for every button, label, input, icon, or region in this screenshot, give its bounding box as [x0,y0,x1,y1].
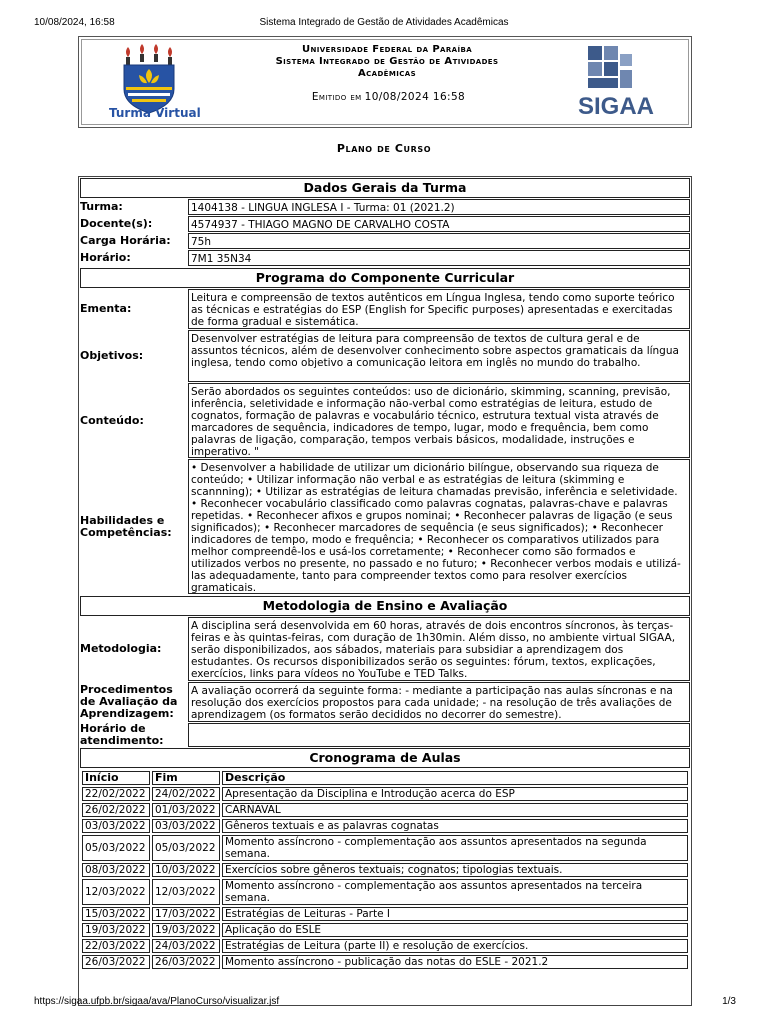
row-label: Horário de atendimento: [80,722,164,747]
info-row [80,617,690,681]
cell-start-date: 08/03/2022 [82,863,150,877]
page-number: 1/3 [722,996,736,1007]
info-row [80,289,690,329]
info-row [80,330,690,382]
print-title: Sistema Integrado de Gestão de Atividades Acadêmicas [259,17,509,28]
cell-end-date: 03/03/2022 [152,819,220,833]
row-value: • Desenvolver a habilidade de utilizar um dicionário bilíngue, observando sua riqueza de conteúdo; • Utilizar informação não verbal e as estratégias de leitura (skimming e scannning); • Utilizar as estratégias de leitura chamadas previsão, inferência e seletividade. • Reconhecer vocabulário classificado como palavras cognatas, palavras-chave e palavras repetidas. • Reconhecer afixos e grupos nominai; • Reconhecer palavras de ligação (e seus significados); • Reconhecer marcadores de sequência (e seus significados); • Reconhecer indicadores de tempo, modo e frequência; • Reconhecer os comparativos utilizados para melhor compreendê-los e usá-los corretamente; • Reconhecer como são formados e utilizados verbos no presente, no passado e no futuro; • Reconhecer verbos modais e utilizá-las adequadamente, tanto para compreender textos como para resolver exercícios gramaticais. [188,459,690,594]
row-label: Conteúdo: [80,413,144,427]
cell-start-date: 03/03/2022 [82,819,150,833]
issued-datetime: 10/08/2024 16:58 [364,91,466,103]
section-heading-cronograma: Cronograma de Aulas [80,748,690,768]
cell-description: Aplicação do ESLE [222,923,688,937]
print-footer [0,996,768,1012]
row-label: Habilidades e Competências: [80,513,172,539]
cell-description: Estratégias de Leitura (parte II) e resolução de exercícios. [222,939,688,953]
system-name-line2: Acadêmicas [357,68,417,79]
row-label: Ementa: [80,302,132,315]
row-value [188,723,690,747]
row-value: A avaliação ocorrerá da seguinte forma: - mediante a participação nas aulas síncronas e na resolução dos exercícios propostos para cada unidade; - na resolução de três avaliações de aprendizagem (os formatos serão decididos no decorrer do semestre). [188,682,690,722]
sigaa-wordmark: SIGAA [577,93,655,120]
cell-start-date: 19/03/2022 [82,923,150,937]
cell-end-date: 26/03/2022 [152,955,220,969]
row-label: Metodologia: [80,642,162,655]
schedule-table-wrap [80,769,690,971]
cell-end-date: 12/03/2022 [152,879,220,905]
table-row [82,863,688,877]
university-name: Universidade Federal da Paraíba [301,44,473,55]
cell-description: Exercícios sobre gêneros textuais; cognatos; tipologias textuais. [222,863,688,877]
issued-date [232,91,542,103]
table-row [82,835,688,861]
row-value: Leitura e compreensão de textos autênticos em Língua Inglesa, tendo como suporte teórico as técnicas e estratégias do ESP (English for Specific purposes) apresentadas e exercitadas de forma gradual e sistemática. [188,289,690,329]
table-row [82,907,688,921]
schedule-table [80,769,690,971]
print-header [0,15,768,31]
cell-start-date: 05/03/2022 [82,835,150,861]
cell-description: Gêneros textuais e as palavras cognatas [222,819,688,833]
table-row [82,803,688,817]
cell-end-date: 19/03/2022 [152,923,220,937]
info-row [80,199,690,215]
row-label: Horário: [80,251,131,264]
cell-description: CARNAVAL [222,803,688,817]
cell-end-date: 17/03/2022 [152,907,220,921]
column-header-fim: Fim [152,771,220,785]
cell-description: Apresentação da Disciplina e Introdução acerca do ESP [222,787,688,801]
row-label: Carga Horária: [80,234,171,247]
table-row [82,879,688,905]
table-row [82,923,688,937]
row-value: 75h [188,233,690,249]
info-row [80,723,690,747]
row-value: Desenvolver estratégias de leitura para compreensão de textos de cultura geral e de assuntos técnicos, além de desenvolver conhecimento sobre aspectos gramaticais da língua inglesa, tendo como objetivo a comunicação leitora em inglês no mundo do trabalho. [188,330,690,382]
column-header-inicio: Início [82,771,150,785]
row-label: Procedimentos de Avaliação da Aprendizagem: [80,683,178,720]
table-row [82,939,688,953]
row-label: Turma: [80,200,123,213]
cell-start-date: 26/03/2022 [82,955,150,969]
cell-start-date: 15/03/2022 [82,907,150,921]
cell-end-date: 01/03/2022 [152,803,220,817]
section-heading-dados-gerais: Dados Gerais da Turma [80,178,690,198]
cell-description: Momento assíncrono - complementação aos assuntos apresentados na segunda semana. [222,835,688,861]
row-value: 4574937 - THIAGO MAGNO DE CARVALHO COSTA [188,216,690,232]
print-datetime: 10/08/2024, 16:58 [34,17,115,28]
page-url: https://sigaa.ufpb.br/sigaa/ava/PlanoCurso/visualizar.jsf [34,996,280,1007]
table-row [82,787,688,801]
sigaa-logo-icon [566,42,666,124]
cell-description: Momento assíncrono - complementação aos assuntos apresentados na terceira semana. [222,879,688,905]
info-row [80,250,690,266]
issued-prefix: Emitido em [311,91,362,103]
info-row [80,682,690,722]
row-value: A disciplina será desenvolvida em 60 horas, através de dois encontros síncronos, às terças-feiras e às quintas-feiras, com duração de 1h30min. Além disso, no ambiente virtual SIGAA, serão disponibilizados, aos sábados, materiais para subsidiar a aprendizagem dos estudantes. Os recursos disponibilizados serão os seguintes: fórum, textos, explicações, exercícios, links para vídeos no YouTube e TED Talks. [188,617,690,681]
cell-end-date: 24/03/2022 [152,939,220,953]
page-title: Plano de Curso [336,142,432,155]
cell-end-date: 24/02/2022 [152,787,220,801]
row-value: Serão abordados os seguintes conteúdos: uso de dicionário, skimming, scanning, previsão, inferência, seletividade e informação não-verbal como estratégias de leitura, estudo de cognatos, formação de palavras e vocabulário técnico, estrutura textual vista através de marcadores de sequência, indicadores de tempo, lugar, modo e frequência, bem como palavras de ligação, comparação, tempos verbais básicos, modalidade, instruções e imperativo. " [188,383,690,458]
section-heading-programa: Programa do Componente Curricular [80,268,690,288]
cell-description: Momento assíncrono - publicação das notas do ESLE - 2021.2 [222,955,688,969]
cell-start-date: 12/03/2022 [82,879,150,905]
cell-end-date: 10/03/2022 [152,863,220,877]
turma-virtual-label: Turma Virtual [109,106,201,120]
cell-start-date: 26/02/2022 [82,803,150,817]
table-row [82,819,688,833]
row-label: Objetivos: [80,349,144,362]
section-heading-metodologia: Metodologia de Ensino e Avaliação [80,596,690,616]
row-label: Docente(s): [80,217,153,230]
cell-end-date: 05/03/2022 [152,835,220,861]
banner-inner [81,39,689,125]
column-header-descricao: Descrição [222,771,688,785]
table-header-row [82,771,688,785]
cell-start-date: 22/02/2022 [82,787,150,801]
info-row [80,216,690,232]
info-row [80,233,690,249]
table-row [82,955,688,969]
header-banner [78,36,692,128]
info-row [80,459,690,594]
cell-description: Estratégias de Leituras - Parte I [222,907,688,921]
cell-start-date: 22/03/2022 [82,939,150,953]
row-value: 7M1 35N34 [188,250,690,266]
info-row [80,383,690,458]
system-name-line1: Sistema Integrado de Gestão de Atividades [275,56,499,67]
row-value: 1404138 - LINGUA INGLESA I - Turma: 01 (2021.2) [188,199,690,215]
